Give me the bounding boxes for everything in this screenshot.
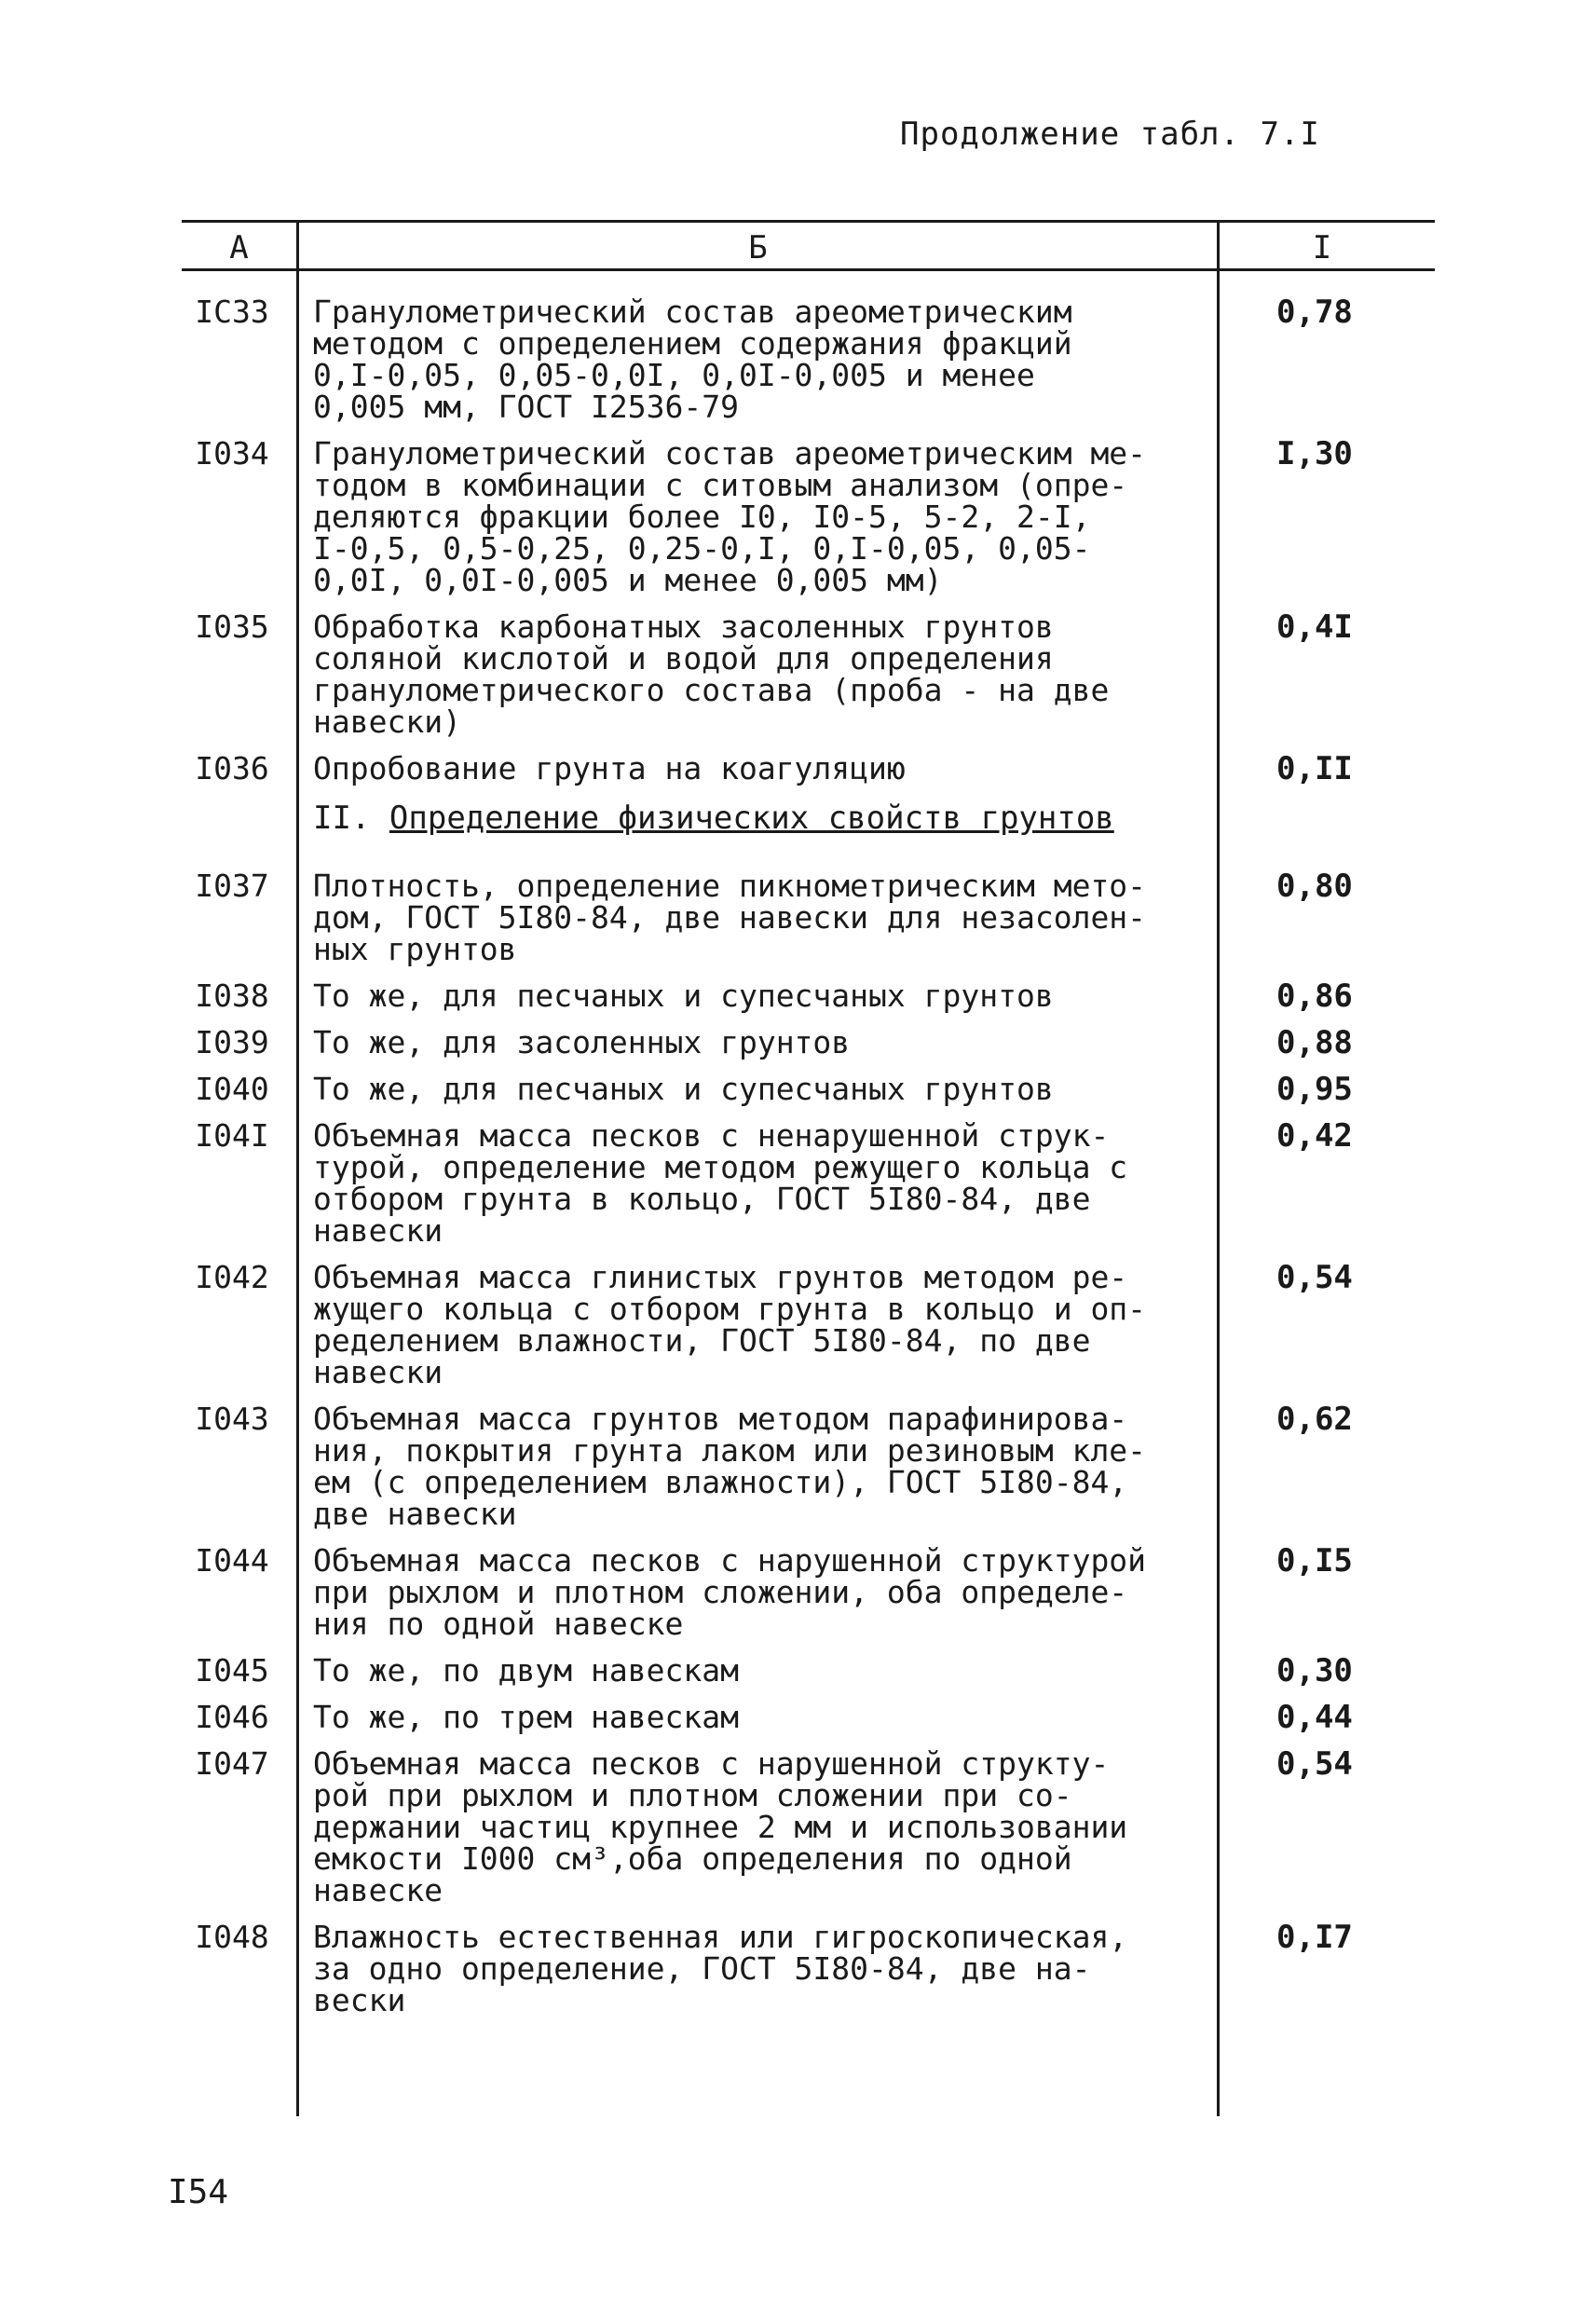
row-value: 0,30 [1276, 1652, 1353, 1689]
row-description: Гранулометрический состав ареометрическим методом с определением содержания фракций 0,I-0,05, 0,05-0,0I, 0,0I-0,005 и менее 0,005 мм, ГОСТ I2536-79 [313, 294, 1072, 425]
table-row [0, 1652, 1596, 1689]
row-value: 0,I7 [1276, 1919, 1353, 1956]
column-header-i: I [1312, 229, 1332, 267]
row-code: I034 [195, 435, 269, 472]
row-code: I035 [195, 609, 269, 645]
row-code: I04I [195, 1117, 269, 1154]
table-top-rule [182, 220, 1435, 223]
continuation-caption: Продолжение табл. 7.I [900, 116, 1320, 153]
row-description: Объемная масса грунтов методом парафинирова- ния, покрытия грунта лаком или резиновым кле- ем (с определением влажности), ГОСТ 5I80-84, две навески [313, 1401, 1147, 1532]
row-description: Опробование грунта на коагуляцию [313, 750, 906, 786]
row-code: I040 [195, 1071, 269, 1107]
row-description: То же, для песчаных и супесчаных грунтов [313, 1071, 1054, 1107]
row-code: I037 [195, 868, 269, 904]
table-row [0, 1921, 1596, 2017]
row-code: I045 [195, 1652, 269, 1689]
row-code: I048 [195, 1919, 269, 1955]
table-row [0, 1699, 1596, 1736]
row-value: 0,54 [1276, 1745, 1353, 1783]
row-code: I043 [195, 1401, 269, 1437]
table-row [0, 1071, 1596, 1108]
row-description: То же, по двум навескам [313, 1652, 739, 1689]
row-description: Объемная масса песков с ненарушенной струк- турой, определение методом режущего кольца с отбором грунта в кольцо, ГОСТ 5I80-84, две навески [313, 1117, 1128, 1249]
row-description: То же, по трем навескам [313, 1699, 739, 1735]
table-row [0, 870, 1596, 965]
row-code: I036 [195, 750, 269, 786]
row-code: I046 [195, 1699, 269, 1735]
column-header-a: А [229, 229, 249, 267]
row-description: Обработка карбонатных засоленных грунтов соляной кислотой и водой для определения гранулометрического состава (проба - на две навески) [313, 609, 1110, 740]
row-value: 0,80 [1276, 868, 1353, 905]
header-bottom-rule [182, 268, 1435, 271]
row-value: 0,4I [1276, 609, 1353, 646]
row-value: 0,62 [1276, 1401, 1353, 1438]
section-heading [313, 800, 1596, 837]
row-description: Объемная масса глинистых грунтов методом ре- жущего кольца с отбором грунта в кольцо и оп- ределением влажности, ГОСТ 5I80-84, по две навески [313, 1259, 1147, 1390]
row-value: 0,II [1276, 750, 1353, 787]
table-row [0, 435, 1596, 598]
table-body [0, 296, 1596, 2031]
table-row [0, 1542, 1596, 1642]
row-code: I042 [195, 1259, 269, 1295]
row-value: 0,88 [1276, 1024, 1353, 1061]
row-description: Плотность, определение пикнометрическим мето- дом, ГОСТ 5I80-84, две навески для незасолен- ных грунтов [313, 868, 1147, 967]
row-description: Гранулометрический состав ареометрическим ме- тодом в комбинации с ситовым анализом (опре- деляются фракции более I0, I0-5, 5-2, 2-I, I-0,5, 0,5-0,25, 0,25-0,I, 0,I-0,05, 0,05- 0,0I, 0,0I-0,005 и менее 0,005 мм) [313, 435, 1147, 598]
row-code: I039 [195, 1024, 269, 1060]
table-row [0, 978, 1596, 1015]
row-description: То же, для песчаных и супесчаных грунтов [313, 978, 1054, 1014]
row-description: Влажность естественная или гигроскопическая, за одно определение, ГОСТ 5I80-84, две на- вески [313, 1919, 1128, 2018]
column-header-b: Б [748, 229, 768, 267]
table-row [0, 750, 1596, 787]
row-code: IC33 [195, 294, 269, 330]
row-value: 0,54 [1276, 1259, 1353, 1296]
row-value: I,30 [1276, 435, 1353, 472]
row-value: 0,I5 [1276, 1542, 1353, 1579]
table-row [0, 611, 1596, 738]
row-code: I038 [195, 978, 269, 1014]
section-number: II. [313, 800, 371, 837]
row-code: I044 [195, 1542, 269, 1579]
row-description: Объемная масса песков с нарушенной структурой при рыхлом и плотном сложении, оба определе- ния по одной навеске [313, 1542, 1147, 1642]
row-value: 0,86 [1276, 978, 1353, 1015]
section-title: Определение физических свойств грунтов [389, 800, 1114, 837]
table-row [0, 1403, 1596, 1530]
row-value: 0,42 [1276, 1117, 1353, 1155]
row-value: 0,44 [1276, 1699, 1353, 1736]
table-row [0, 1024, 1596, 1061]
table-row [0, 1745, 1596, 1908]
row-value: 0,95 [1276, 1071, 1353, 1108]
table-row [0, 1259, 1596, 1390]
table-row [0, 296, 1596, 423]
table-row [0, 1117, 1596, 1249]
row-description: Объемная масса песков с нарушенной структу- рой при рыхлом и плотном сложении при со- держании частиц крупнее 2 мм и использовании емкости I000 см³,оба определения по одной навеске [313, 1745, 1128, 1908]
row-code: I047 [195, 1745, 269, 1782]
page-number: I54 [168, 2173, 229, 2211]
row-value: 0,78 [1276, 294, 1353, 331]
row-description: То же, для засоленных грунтов [313, 1024, 851, 1060]
